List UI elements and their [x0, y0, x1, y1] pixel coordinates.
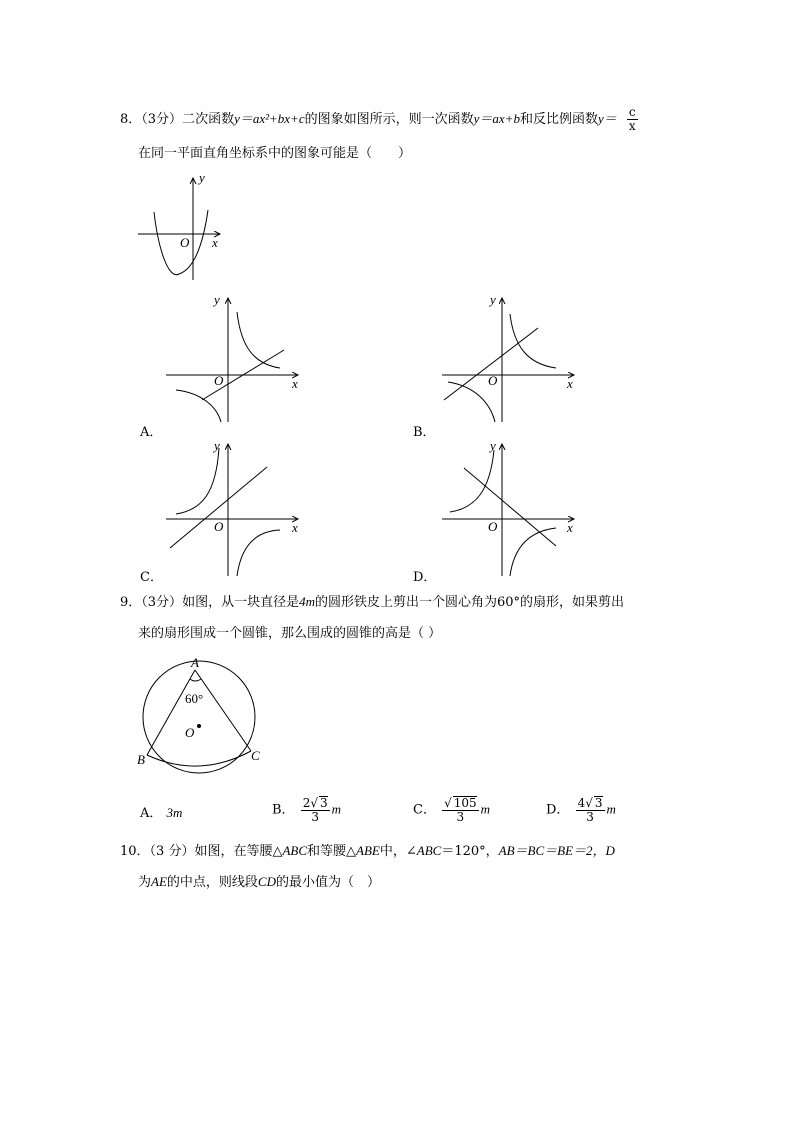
- q10-angle-value: ＝120°，: [441, 844, 499, 859]
- q8-frac-den: x: [628, 119, 636, 133]
- q8-option-d[interactable]: D．: [413, 570, 437, 585]
- q10-line1: [120, 842, 615, 861]
- q8-parabola-graph: [136, 172, 226, 282]
- center-dot: [197, 724, 201, 728]
- q10-tri1: ABC: [282, 843, 308, 858]
- q9-option-a-label: A．: [140, 806, 163, 821]
- q9-text-c: 的扇形，如果剪出: [520, 595, 625, 610]
- q10-points: （3 分）: [149, 844, 195, 859]
- q10-text-b: 和等腰△: [307, 844, 357, 859]
- hyperbola-q4: [510, 528, 556, 576]
- graph-x-label: x: [292, 520, 298, 535]
- q8-text-b: 的图象如图所示，则一次函数: [304, 112, 474, 127]
- q10-segment-cd: CD: [257, 874, 276, 889]
- graph-x-label: x: [567, 520, 573, 535]
- den: 3: [311, 810, 319, 824]
- unit: m: [331, 801, 342, 817]
- den: 3: [586, 810, 594, 824]
- hyperbola-q3: [448, 382, 495, 422]
- graph-origin-label: O: [214, 373, 224, 388]
- q8-expr-linear: y＝ax+b: [473, 111, 520, 126]
- den: 3: [456, 810, 465, 824]
- q9-text-a: 如图，从一块直径是: [182, 595, 300, 610]
- q9-option-c-label: C．: [413, 802, 436, 818]
- q9-option-b[interactable]: [272, 796, 341, 824]
- q8-option-c-graph: [162, 438, 307, 578]
- linear-line: [444, 328, 538, 400]
- coef: 2: [302, 796, 311, 810]
- label-b: B: [137, 752, 145, 767]
- q9-option-a-value: 3m: [166, 805, 183, 820]
- q8-option-b-graph: [438, 292, 583, 422]
- hyperbola-q4: [237, 530, 280, 576]
- hyperbola-q2: [450, 450, 494, 512]
- coef: 4: [577, 796, 586, 810]
- q9-value-4m: 4m: [299, 594, 315, 609]
- q8-option-b[interactable]: B．: [413, 425, 436, 440]
- hyperbola-q1: [510, 314, 556, 368]
- label-c: C: [251, 748, 260, 763]
- unit: m: [480, 801, 491, 817]
- outer-circle: [143, 661, 255, 773]
- q8-option-c[interactable]: C．: [140, 570, 163, 585]
- q10-text-c: 中，∠: [379, 844, 417, 859]
- q9-option-c[interactable]: [413, 796, 490, 824]
- q9-points: （3分）: [141, 595, 183, 610]
- q10-angle-name: ABC: [416, 843, 442, 858]
- graph-y-label: y: [214, 438, 220, 453]
- q8-line1: [120, 106, 640, 133]
- graph-y-label: y: [214, 292, 220, 307]
- graph-origin-label: O: [214, 519, 224, 534]
- graph-origin-label: O: [488, 519, 498, 534]
- graph-y-label: y: [199, 170, 205, 185]
- label-o: O: [185, 725, 195, 740]
- q10-segment-ae: AE: [151, 874, 167, 889]
- q9-angle: 60°: [496, 595, 521, 610]
- q8-number: 8．: [120, 112, 142, 127]
- q8-option-a[interactable]: A．: [140, 425, 163, 440]
- q8-option-d-graph: [438, 438, 583, 578]
- q9-option-b-label: B．: [272, 802, 295, 818]
- angle-mark: [190, 679, 201, 681]
- radicand: 3: [320, 796, 328, 810]
- hyperbola-q1: [237, 312, 280, 368]
- q10-line2-b: 的中点，则线段: [166, 875, 258, 890]
- radicand: 105: [453, 796, 477, 810]
- q10-tri2: ABE: [356, 843, 380, 858]
- q9-option-a[interactable]: [140, 804, 182, 823]
- q8-expr-reciprocal: y＝: [597, 111, 617, 126]
- q10-line2-c: 的最小值为（ ）: [275, 875, 380, 890]
- q8-text-a: 二次函数: [182, 112, 235, 127]
- q9-option-d[interactable]: [546, 796, 616, 824]
- q9-option-d-label: D．: [546, 802, 570, 818]
- graph-x-label: x: [567, 376, 573, 391]
- q10-equalities: AB＝BC＝BE＝2，D: [498, 843, 615, 858]
- q9-text-b: 的圆形铁皮上剪出一个圆心角为: [314, 595, 497, 610]
- graph-origin-label: O: [180, 235, 190, 250]
- q8-line2: 在同一平面直角坐标系中的图象可能是（ ）: [138, 146, 412, 161]
- q9-option-c-frac: $\frac{√ 105}{3}$: [444, 796, 477, 824]
- hyperbola-q2: [176, 448, 219, 514]
- graph-x-label: x: [292, 376, 298, 391]
- q9-number: 9．: [120, 595, 142, 610]
- q8-fraction: [627, 106, 638, 133]
- graph-y-label: y: [490, 438, 496, 453]
- q9-line2: 来的扇形围成一个圆锥，那么围成的圆锥的高是（ ）: [138, 626, 442, 641]
- q9-line1: [120, 593, 624, 612]
- graph-x-label: x: [212, 235, 218, 250]
- label-angle: 60°: [185, 691, 204, 706]
- radicand: 3: [594, 796, 603, 810]
- q10-number: 10．: [120, 844, 150, 859]
- q8-frac-num: c: [627, 106, 638, 120]
- unit: m: [606, 801, 616, 817]
- linear-line: [464, 468, 556, 546]
- q8-option-a-graph: [162, 292, 307, 422]
- q10-line2: [138, 873, 380, 892]
- q9-sector-figure: [133, 655, 273, 770]
- graph-origin-label: O: [488, 373, 498, 388]
- q8-expr-quadratic: y＝ax²+bx+c: [234, 111, 305, 126]
- q10-text-a: 如图，在等腰△: [194, 844, 283, 859]
- linear-line: [170, 467, 267, 548]
- graph-y-label: y: [490, 292, 496, 307]
- q9-option-d-frac: $\frac{4√ 3}{3}$: [577, 796, 603, 824]
- sector-arc: [147, 751, 251, 766]
- q8-text-c: 和反比例函数: [519, 112, 598, 127]
- hyperbola-q3: [176, 390, 221, 422]
- label-a: A: [191, 655, 199, 670]
- q9-option-b-frac: $\frac{2√ 3}{3}$: [302, 796, 328, 824]
- q10-line2-a: 为: [138, 875, 152, 890]
- q8-points: （3分）: [141, 112, 183, 127]
